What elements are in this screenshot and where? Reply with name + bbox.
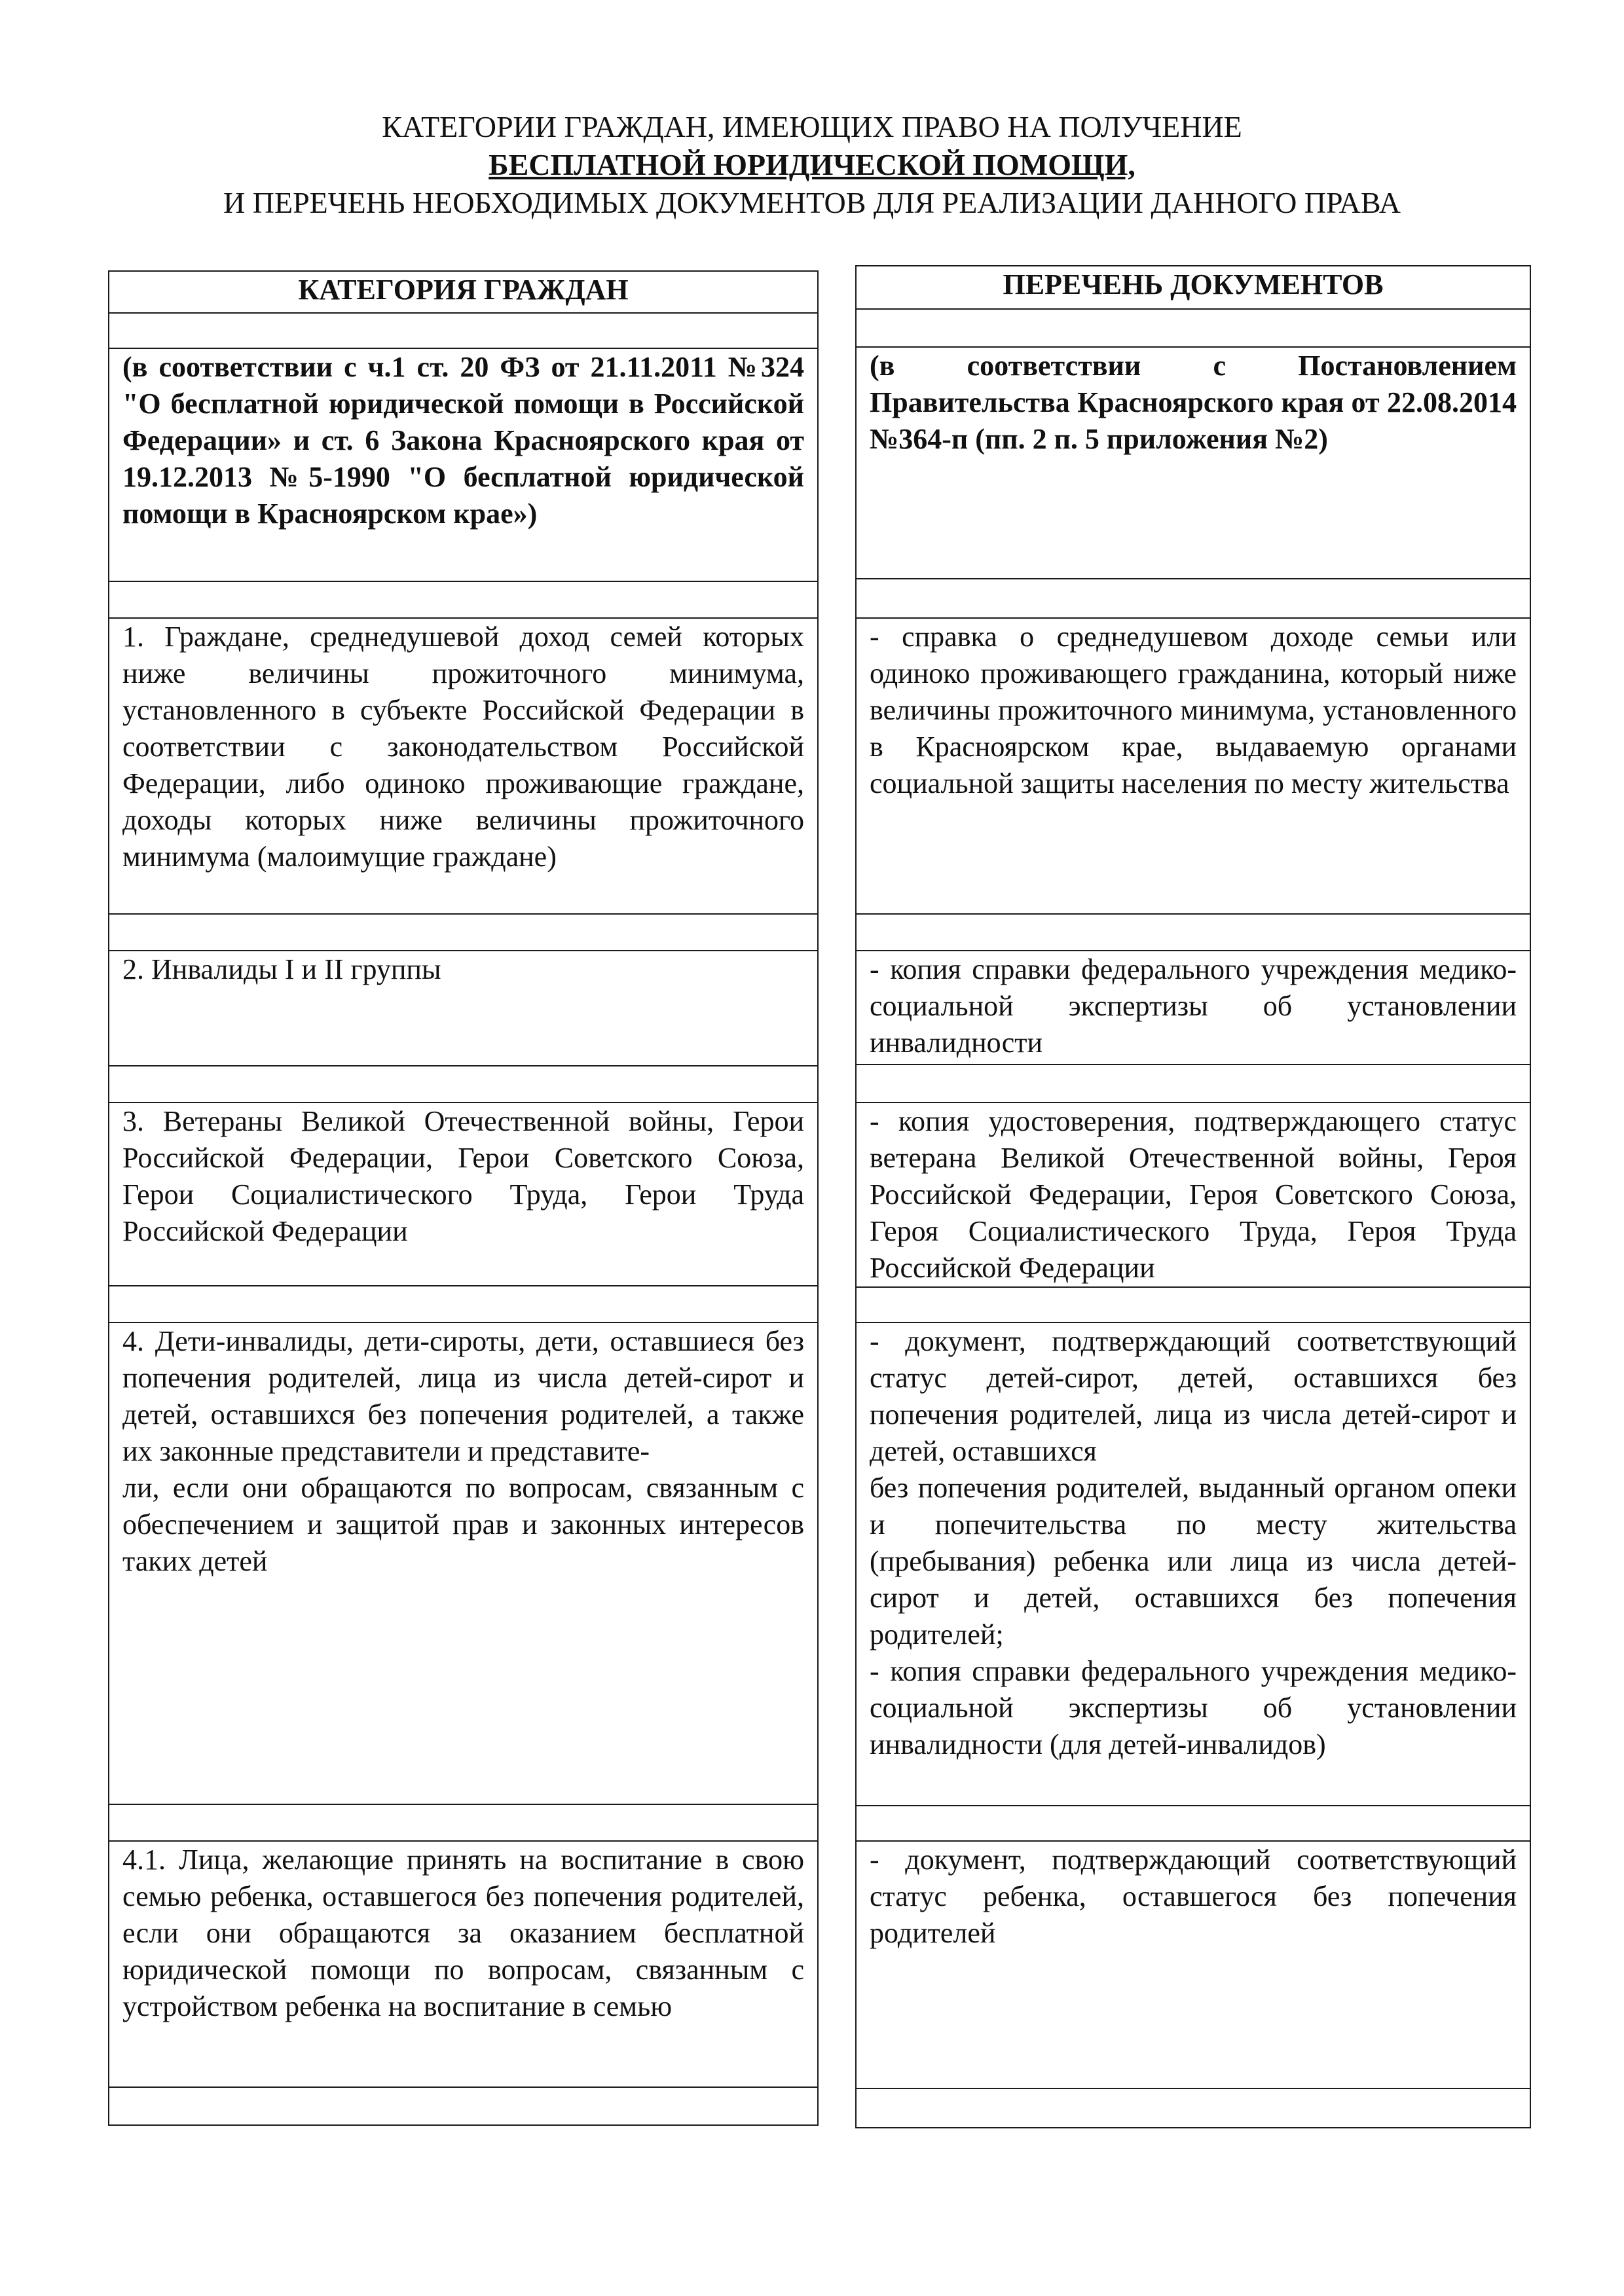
spacer-row (856, 1065, 1530, 1102)
category-3: 3. Ветераны Великой Отечественной войны, Герои Российской Федерации, Герои Советского Союза, Герои Социалистического Труда, Герои Труда Российской Федерации (109, 1102, 818, 1286)
header-line-2: БЕСПЛАТНОЙ ЮРИДИЧЕСКОЙ ПОМОЩИ, (489, 148, 1135, 181)
header-line-1: КАТЕГОРИИ ГРАЖДАН, ИМЕЮЩИХ ПРАВО НА ПОЛУЧЕНИЕ (382, 110, 1242, 143)
category-4-part-2: ли, если они обращаются по вопросам, связанным с обеспечением и защитой прав и законных интересов таких детей (122, 1472, 804, 1577)
category-4 (109, 1322, 818, 1804)
spacer-row (109, 914, 818, 951)
document-header (0, 108, 1624, 222)
spacer-row (856, 309, 1530, 347)
right-basis: (в соответствии с Постановлением Правительства Красноярского края от 22.08.2014 №364-п (пп. 2 п. 5 приложения №2) (856, 347, 1530, 579)
document-4-part-3: - копия справки федерального учреждения медико-социальной экспертизы об установлении инвалидности (для детей-инвалидов) (870, 1655, 1517, 1760)
document-3: - копия удостоверения, подтверждающего статус ветерана Великой Отечественной войны, Героя Российской Федерации, Героя Советского Союза, Героя Социалистического Труда, Героя Труда Российской Федерации (856, 1102, 1530, 1287)
category-4-1: 4.1. Лица, желающие принять на воспитание в свою семью ребенка, оставшегося без попечения родителей, если они обращаются за оказанием бесплатной юридической помощи по вопросам, связанным с устройством ребенка на воспитание в семью (109, 1841, 818, 2087)
header-line-3: И ПЕРЕЧЕНЬ НЕОБХОДИМЫХ ДОКУМЕНТОВ ДЛЯ РЕАЛИЗАЦИИ ДАННОГО ПРАВА (223, 186, 1401, 219)
right-title: ПЕРЕЧЕНЬ ДОКУМЕНТОВ (856, 266, 1530, 309)
category-2: 2. Инвалиды I и II группы (109, 951, 818, 1066)
spacer-row (856, 2088, 1530, 2128)
spacer-row (856, 579, 1530, 618)
document-2: - копия справки федерального учреждения медико-социальной экспертизы об установлении инвалидности (856, 951, 1530, 1065)
spacer-row (109, 1804, 818, 1841)
category-1: 1. Граждане, среднедушевой доход семей которых ниже величины прожиточного минимума, установленного в субъекте Российской Федерации в соответствии с законодательством Российской Федерации, либо одиноко проживающие граждане, доходы которых ниже величины прожиточного минимума (малоимущие граждане) (109, 618, 818, 914)
spacer-row (109, 313, 818, 348)
document-4-1: - документ, подтверждающий соответствующий статус ребенка, оставшегося без попечения родителей (856, 1841, 1530, 2088)
left-title: КАТЕГОРИЯ ГРАЖДАН (109, 271, 818, 313)
spacer-row (109, 1286, 818, 1322)
category-4-part-1: 4. Дети-инвалиды, дети-сироты, дети, оставшиеся без попечения родителей, лица из числа детей-сирот и детей, оставшихся без попечения родителей, а также их законные представители и представите- (122, 1325, 804, 1467)
spacer-row (856, 914, 1530, 951)
spacer-row (109, 1066, 818, 1102)
document-1: - справка о среднедушевом доходе семьи или одиноко проживающего гражданина, который ниже величины прожиточного минимума, установленного в Красноярском крае, выдаваемую органами социальной защиты населения по месту жительства (856, 618, 1530, 914)
document-4 (856, 1322, 1530, 1806)
spacer-row (109, 2087, 818, 2125)
document-4-part-1: - документ, подтверждающий соответствующий статус детей-сирот, детей, оставшихся без попечения родителей, лица из числа детей-сирот и детей, оставшихся (870, 1325, 1517, 1467)
spacer-row (109, 581, 818, 618)
spacer-row (856, 1806, 1530, 1841)
left-basis: (в соответствии с ч.1 ст. 20 ФЗ от 21.11.2011 №324 "О бесплатной юридической помощи в Российской Федерации» и ст. 6 Закона Красноярского края от 19.12.2013 №5-1990 "О бесплатной юридической помощи в Красноярском крае») (109, 348, 818, 581)
right-table (855, 265, 1531, 2128)
spacer-row (856, 1287, 1530, 1322)
left-table (108, 270, 819, 2126)
document-4-part-2: без попечения родителей, выданный органом опеки и попечительства по месту жительства (пребывания) ребенка или лица из числа детей-сирот и детей, оставшихся без попечения родителей; (870, 1472, 1517, 1650)
